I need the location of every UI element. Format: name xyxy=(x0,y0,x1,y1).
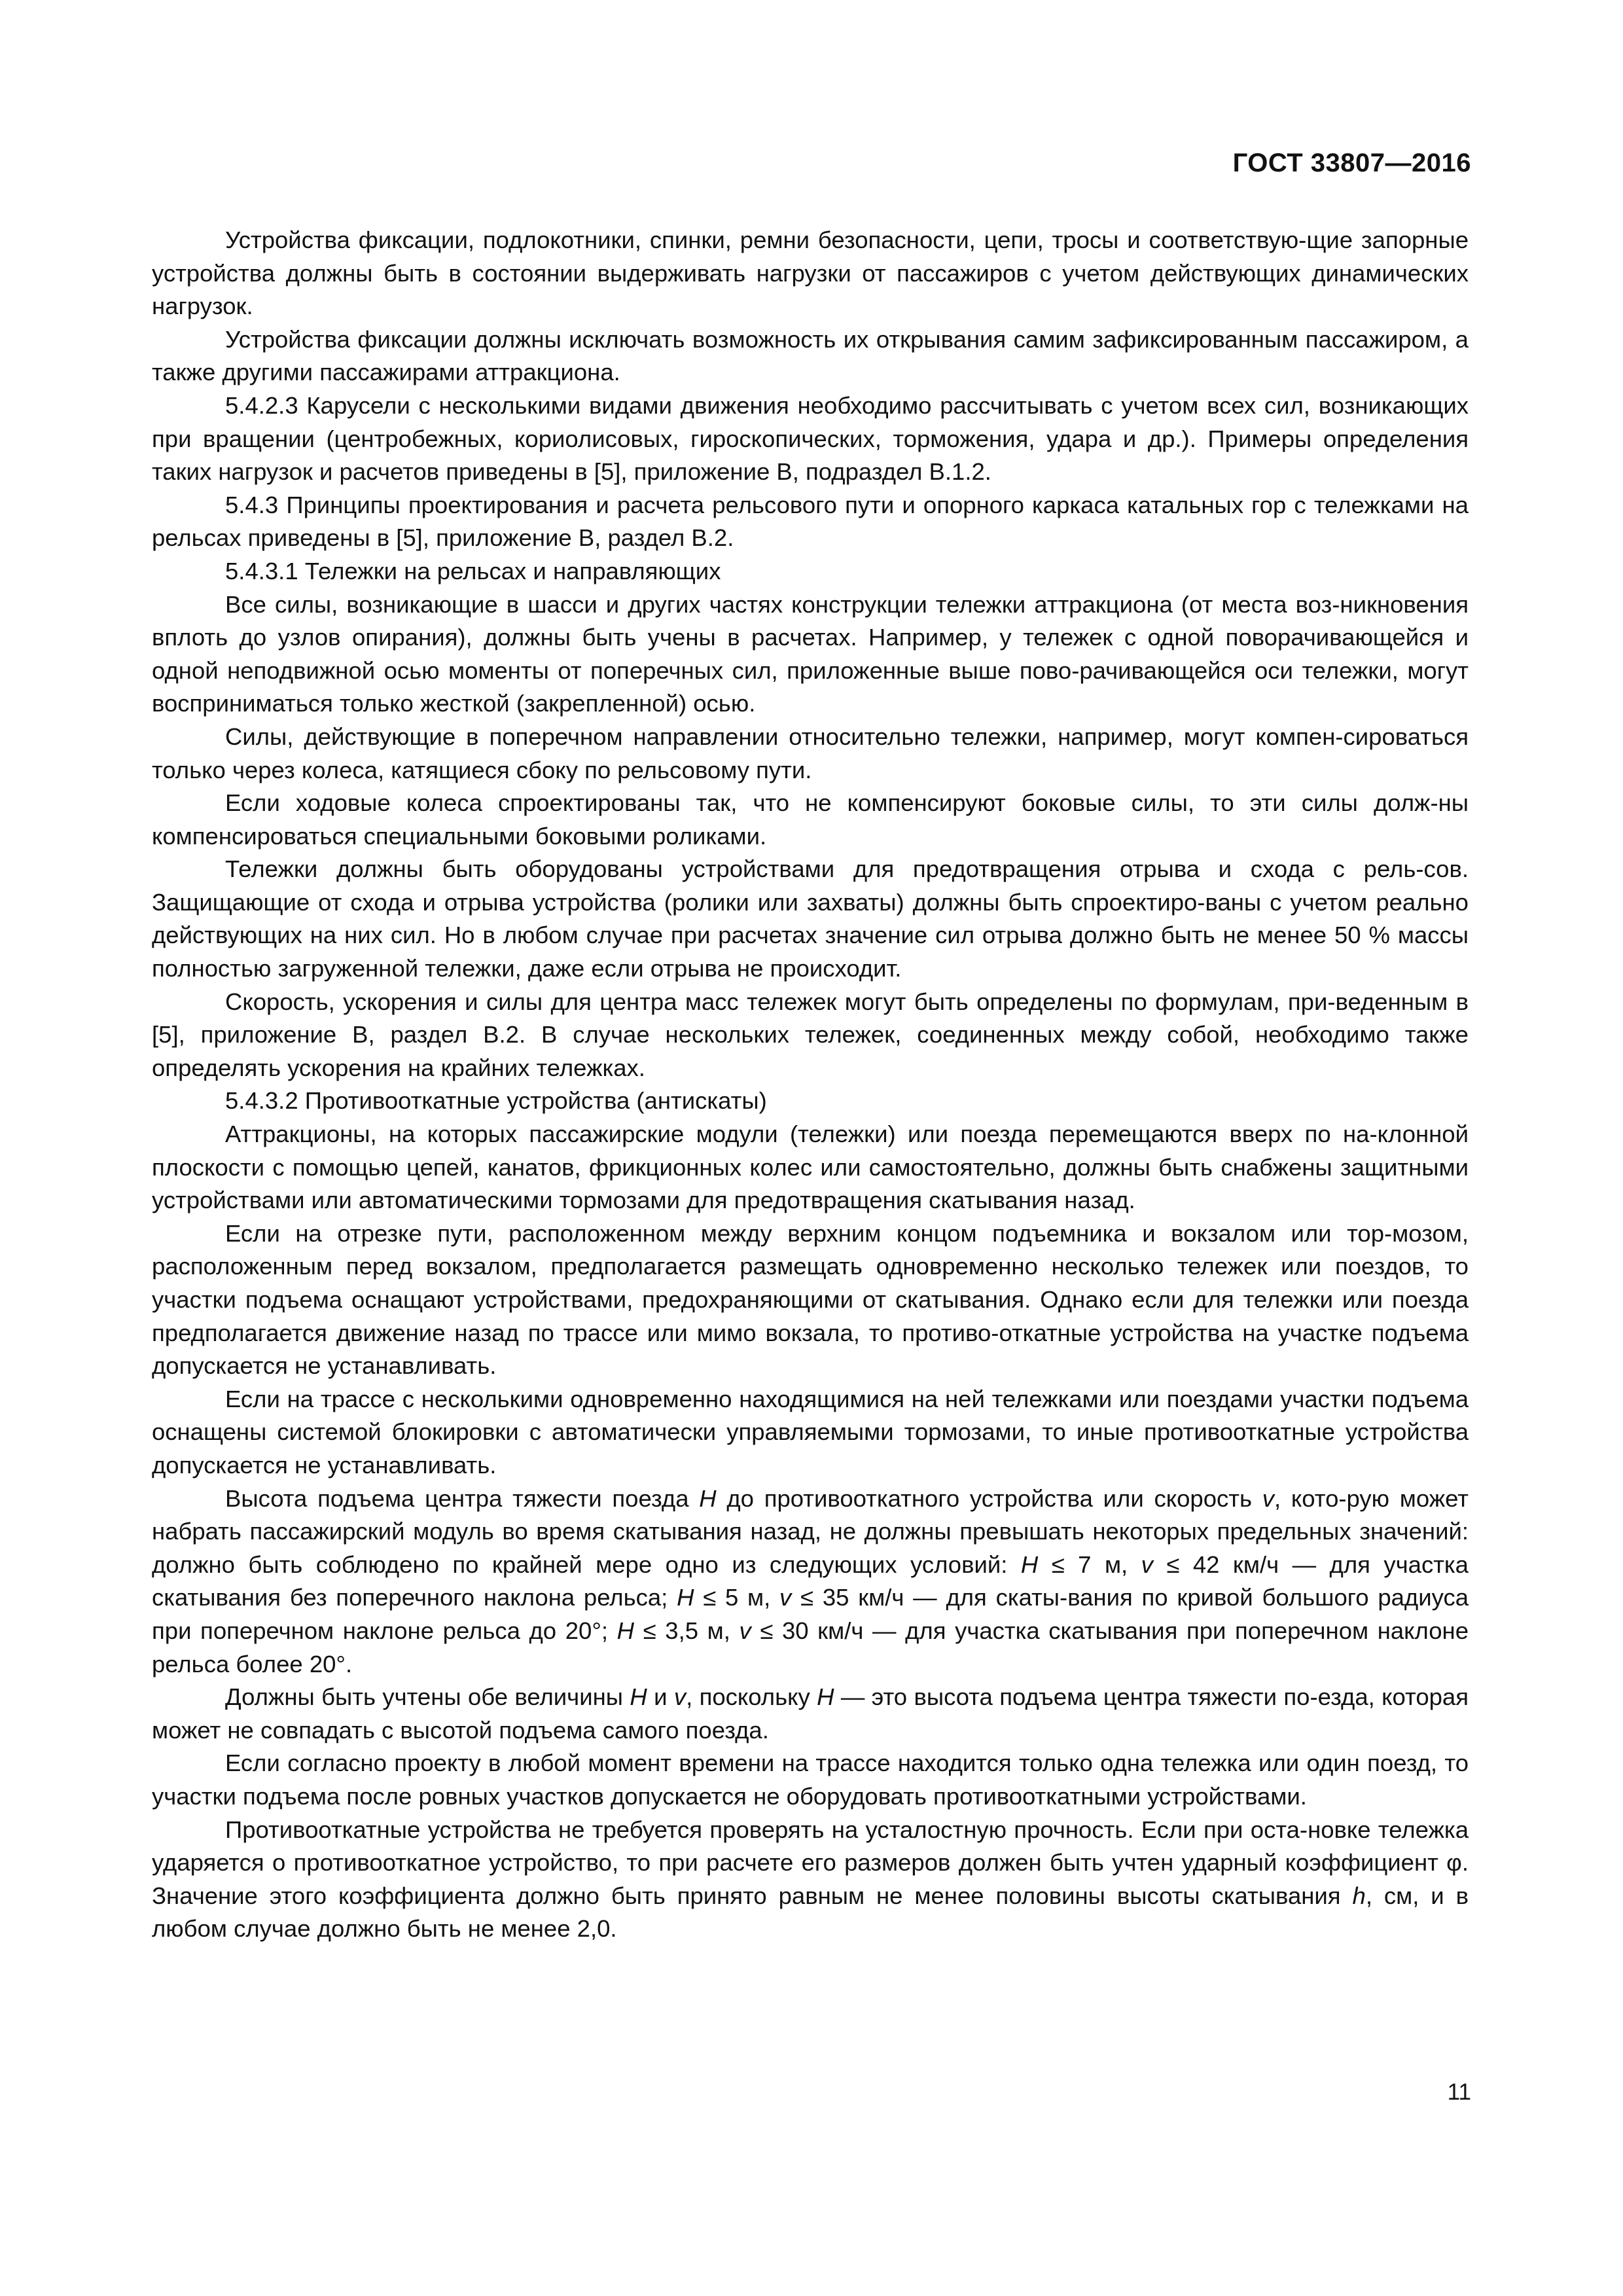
paragraph-anti-rollback-requirement: Аттракционы, на которых пассажирские модули (тележки) или поезда перемещаются вверх по на-клонной плоскости с помощью цепей, канатов, фрикционных колес или самостоятельно, должны быть снабжены защитными устройствами или автоматическими тормозами для предотвращения скатывания назад. xyxy=(152,1121,1469,1214)
page-number: 11 xyxy=(1447,2079,1471,2105)
paragraph-forces-in-chassis: Все силы, возникающие в шасси и других частях конструкции тележки аттракциона (от места воз-никновения вплоть до узлов опирания), должны быть учены в расчетах. Например, у тележек с одной поворачивающейся и одной неподвижной осью моменты от поперечных сил, приложенные выше пово-рачивающейся оси тележки, могут восприниматься только жесткой (закрепленной) осью. xyxy=(152,590,1469,717)
paragraph-fatigue-impact-factor: Противооткатные устройства не требуется проверять на усталостную прочность. Если при оста-новке тележка ударяется о противооткатное устройство, то при расчете его размеров должен быть учтен ударный коэффициент φ. Значение этого коэффициента должно быть принято равным не менее половины высоты скатывания h, см, и в любом случае должно быть не менее 2,0. xyxy=(152,1816,1469,1943)
paragraph-block-system: Если на трассе с несколькими одновременно находящимися на ней тележками или поездами участки подъема оснащены системой блокировки с автоматически управляемыми тормозами, то иные противооткатные устройства допускается не устанавливать. xyxy=(152,1385,1469,1479)
document-number-header: ГОСТ 33807—2016 xyxy=(1232,149,1471,177)
paragraph-clause-5-4-2-3: 5.4.2.3 Карусели с несколькими видами движения необходимо рассчитывать с учетом всех сил, возникающих при вращении (центробежных, кориолисовых, гироскопических, торможения, удара и др.). Примеры определения таких нагрузок и расчетов приведены в [5], приложение В, подраздел В.1.2. xyxy=(152,391,1469,486)
paragraph-height-speed-limits: Высота подъема центра тяжести поезда H до противооткатного устройства или скорость v, кото-рую может набрать пассажирский модуль во время скатывания назад, не должны превышать некоторых предельных значений: должно быть соблюдено по крайней мере одно из следующих условий: H ≤ 7 м, v ≤ 42 км/ч — для участка скатывания без поперечного наклона рельса; H ≤ 5 м, v ≤ 35 км/ч — для скаты-вания по кривой большого радиуса при поперечном наклоне рельса до 20°; H ≤ 3,5 м, v ≤ 30 км/ч — для участка скатывания при поперечном наклоне рельса более 20°. xyxy=(152,1484,1469,1677)
paragraph-clause-5-4-3-1-heading: 5.4.3.1 Тележки на рельсах и направляющих xyxy=(225,557,721,584)
paragraph-multiple-trains-section: Если на отрезке пути, расположенном между верхним концом подъемника и вокзалом или тор-мозом, расположенным перед вокзалом, предполагается размещать одновременно несколько тележек или поездов, то участки подъема оснащают устройствами, предохраняющими от скатывания. Однако если для тележки или поезда предполагается движение назад по трассе или мимо вокзала, то противо-откатные устройства на участке подъема допускается не устанавливать. xyxy=(152,1219,1469,1380)
document-body xyxy=(152,224,1469,1946)
paragraph-clause-5-4-3: 5.4.3 Принципы проектирования и расчета рельсового пути и опорного каркаса катальных гор с тележками на рельсах приведены в [5], приложение В, раздел В.2. xyxy=(152,491,1469,552)
paragraph-fixation-devices-opening: Устройства фиксации должны исключать возможность их открывания самим зафиксированным пассажиром, а также другими пассажирами аттракциона. xyxy=(152,325,1469,386)
paragraph-fixation-devices-loads: Устройства фиксации, подлокотники, спинки, ремни безопасности, цепи, тросы и соответствую-щие запорные устройства должны быть в состоянии выдерживать нагрузки от пассажиров с учетом действующих динамических нагрузок. xyxy=(152,226,1469,320)
paragraph-both-values: Должны быть учтены обе величины H и v, поскольку H — это высота подъема центра тяжести по-езда, которая может не совпадать с высотой подъема самого поезда. xyxy=(152,1683,1469,1744)
paragraph-running-wheels: Если ходовые колеса спроектированы так, что не компенсируют боковые силы, то эти силы долж-ны компенсироваться специальными боковыми роликами. xyxy=(152,789,1469,850)
paragraph-derailment-protection: Тележки должны быть оборудованы устройствами для предотвращения отрыва и схода с рель-сов. Защищающие от схода и отрыва устройства (ролики или захваты) должны быть спроектиро-ваны с учетом реально действующих на них сил. Но в любом случае при расчетах значение сил отрыва должно быть не менее 50 % массы полностью загруженной тележки, даже если отрыва не происходит. xyxy=(152,855,1469,982)
paragraph-single-train: Если согласно проекту в любой момент времени на трассе находится только одна тележка или один поезд, то участки подъема после ровных участков допускается не оборудовать противооткатными устройствами. xyxy=(152,1749,1469,1810)
paragraph-clause-5-4-3-2-heading: 5.4.3.2 Противооткатные устройства (антискаты) xyxy=(225,1087,767,1115)
paragraph-speed-acceleration: Скорость, ускорения и силы для центра масс тележек могут быть определены по формулам, при-веденным в [5], приложение В, раздел В.2. В случае нескольких тележек, соединенных между собой, необходимо также определять ускорения на крайних тележках. xyxy=(152,988,1469,1081)
paragraph-transverse-forces: Силы, действующие в поперечном направлении относительно тележки, например, могут компен-сироваться только через колеса, катящиеся сбоку по рельсовому пути. xyxy=(152,723,1469,783)
